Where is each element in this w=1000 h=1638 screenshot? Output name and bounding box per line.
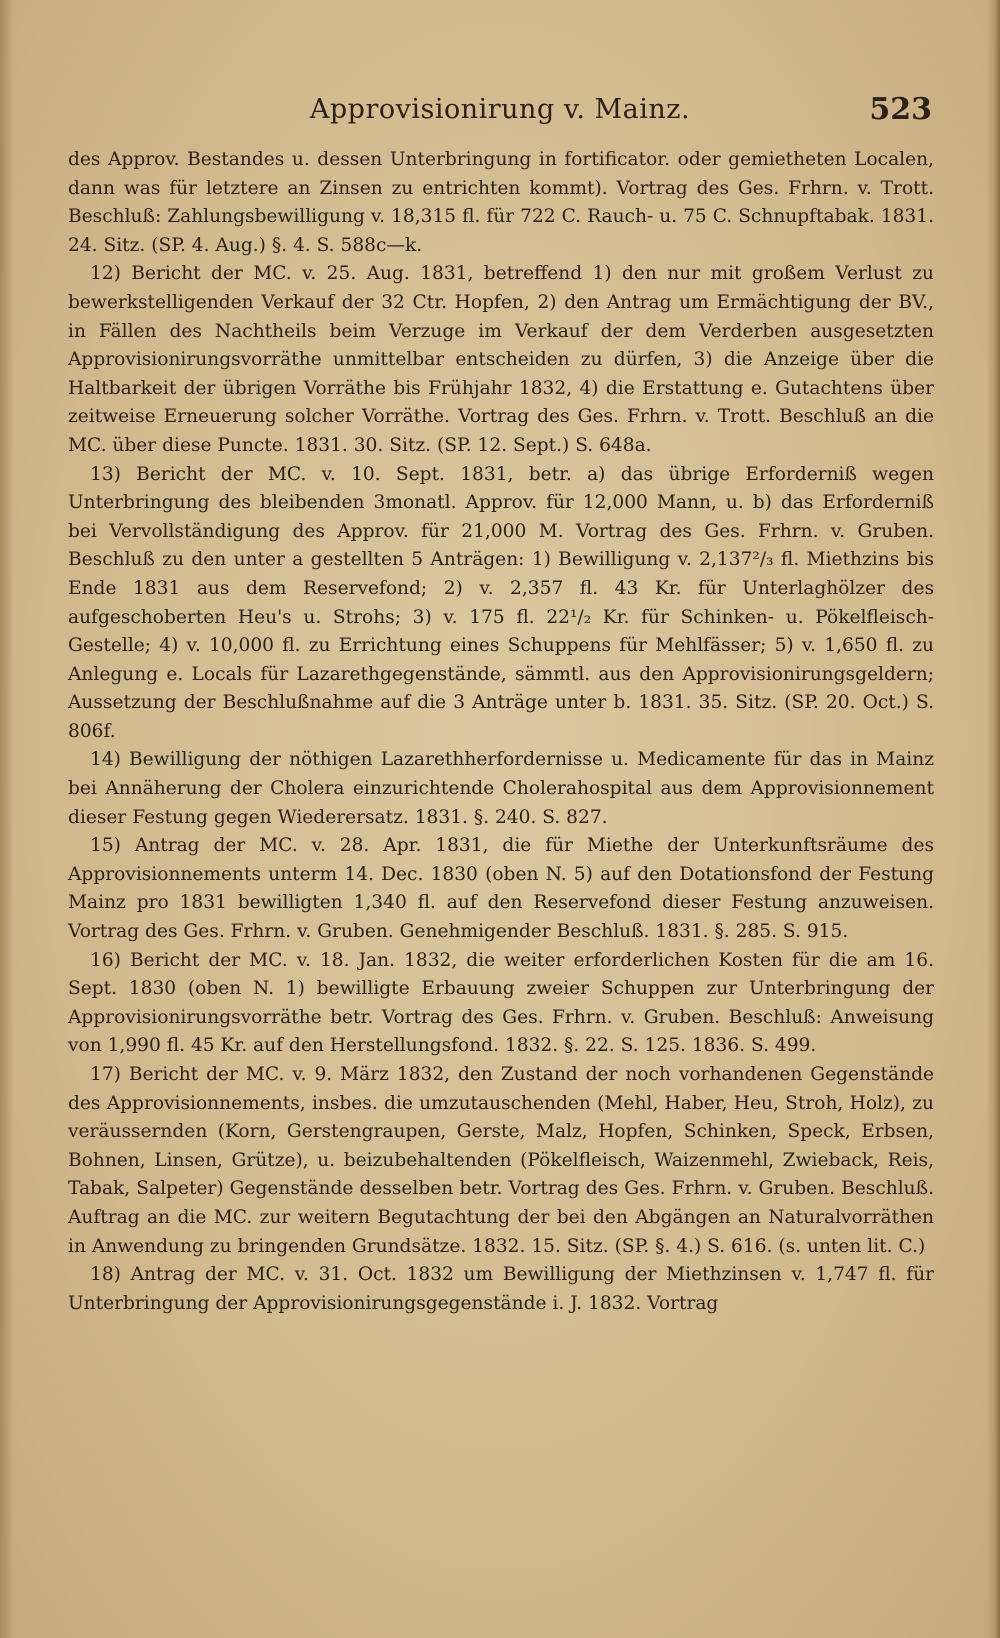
paragraph-18: 18) Antrag der MC. v. 31. Oct. 1832 um Bewilligung der Miethzinsen v. 1,747 fl. für Unterbringung der Approvisionirungsgegenstände i. J. 1832. Vortrag: [68, 1264, 934, 1314]
paragraph-15: 15) Antrag der MC. v. 28. Apr. 1831, die für Miethe der Unterkunftsräume des Approvisionnements unterm 14. Dec. 1830 (oben N. 5) auf den Dotationsfond der Festung Mainz pro 1831 bewilligten 1,340 fl. auf den Reservefond dieser Festung anzuweisen. Vortrag des Ges. Frhrn. v. Gruben. Genehmigender Beschluß. 1831. §. 285. S. 915.: [68, 835, 934, 943]
page-header: [68, 88, 932, 138]
paragraph-17: 17) Bericht der MC. v. 9. März 1832, den Zustand der noch vorhandenen Gegenstände des Approvisionnements, insbes. die umzutauschenden (Mehl, Haber, Heu, Stroh, Holz), zu veräussernden (Korn, Gerstengraupen, Gerste, Malz, Hopfen, Schinken, Speck, Erbsen, Bohnen, Linsen, Grütze), u. beizubehaltenden (Pökelfleisch, Waizenmehl, Zwieback, Reis, Tabak, Salpeter) Gegenstände desselben betr. Vortrag des Ges. Frhrn. v. Gruben. Beschluß. Auftrag an die MC. zur weitern Begutachtung der bei den Abgängen an Naturalvorräthen in Anwendung zu bringenden Grundsätze. 1832. 15. Sitz. (SP. §. 4.) S. 616. (s. unten lit. C.): [68, 1064, 934, 1257]
paragraph-14: 14) Bewilligung der nöthigen Lazarethherfordernisse u. Medicamente für das in Mainz bei Annäherung der Cholera einzurichtende Cholerahospital aus dem Approvisionnement dieser Festung gegen Wiederersatz. 1831. §. 240. S. 827.: [68, 749, 934, 828]
paragraph-13: 13) Bericht der MC. v. 10. Sept. 1831, betr. a) das übrige Erforderniß wegen Unterbringung des bleibenden 3monatl. Approv. für 12,000 Mann, u. b) das Erforderniß bei Vervollständigung des Approv. für 21,000 M. Vortrag des Ges. Frhrn. v. Gruben. Beschluß zu den unter a gestellten 5 Anträgen: 1) Bewilligung v. 2,137²/₃ fl. Miethzins bis Ende 1831 aus dem Reservefond; 2) v. 2,357 fl. 43 Kr. für Unterlaghölzer des aufgeschoberten Heu's u. Strohs; 3) v. 175 fl. 22¹/₂ Kr. für Schinken- u. Pökelfleisch-Gestelle; 4) v. 10,000 fl. zu Errichtung eines Schuppens für Mehlfässer; 5) v. 1,650 fl. zu Anlegung e. Locals für Lazarethgegenstände, sämmtl. aus den Approvisionirungsgeldern; Aussetzung der Beschlußnahme auf die 3 Anträge unter b. 1831. 35. Sitz. (SP. 20. Oct.) S. 806f.: [68, 463, 934, 742]
paragraph-continuation: des Approv. Bestandes u. dessen Unterbringung in fortificator. oder gemietheten Localen, dann was für letztere an Zinsen zu entrichten kommt). Vortrag des Ges. Frhrn. v. Trott. Beschluß: Zahlungsbewilligung v. 18,315 fl. für 722 C. Rauch- u. 75 C. Schnupftabak. 1831. 24. Sitz. (SP. 4. Aug.) §. 4. S. 588c—k.: [68, 149, 934, 256]
page-edge-right: [986, 0, 1000, 1638]
page-number: 523: [869, 92, 932, 127]
paragraph-16: 16) Bericht der MC. v. 18. Jan. 1832, die weiter erforderlichen Kosten für die am 16. Sept. 1830 (oben N. 1) bewilligte Erbauung zweier Schuppen zur Unterbringung der Approvisionirungsvorräthe betr. Vortrag des Ges. Frhrn. v. Gruben. Beschluß: Anweisung von 1,990 fl. 45 Kr. auf den Herstellungsfond. 1832. §. 22. S. 125. 1836. S. 499.: [68, 949, 934, 1057]
running-title: Approvisionirung v. Mainz.: [309, 94, 691, 125]
page-edge-left: [0, 0, 14, 1638]
body-text: [68, 146, 934, 1318]
paragraph-12: 12) Bericht der MC. v. 25. Aug. 1831, betreffend 1) den nur mit großem Verlust zu bewerkstelligenden Verkauf der 32 Ctr. Hopfen, 2) den Antrag um Ermächtigung der BV., in Fällen des Nachtheils beim Verzuge im Verkauf der dem Verderben ausgesetzten Approvisionirungsvorräthe unmittelbar entscheiden zu dürfen, 3) die Anzeige über die Haltbarkeit der übrigen Vorräthe bis Frühjahr 1832, 4) die Erstattung e. Gutachtens über zeitweise Erneuerung solcher Vorräthe. Vortrag des Ges. Frhrn. v. Trott. Beschluß an die MC. über diese Puncte. 1831. 30. Sitz. (SP. 12. Sept.) S. 648a.: [68, 263, 934, 456]
